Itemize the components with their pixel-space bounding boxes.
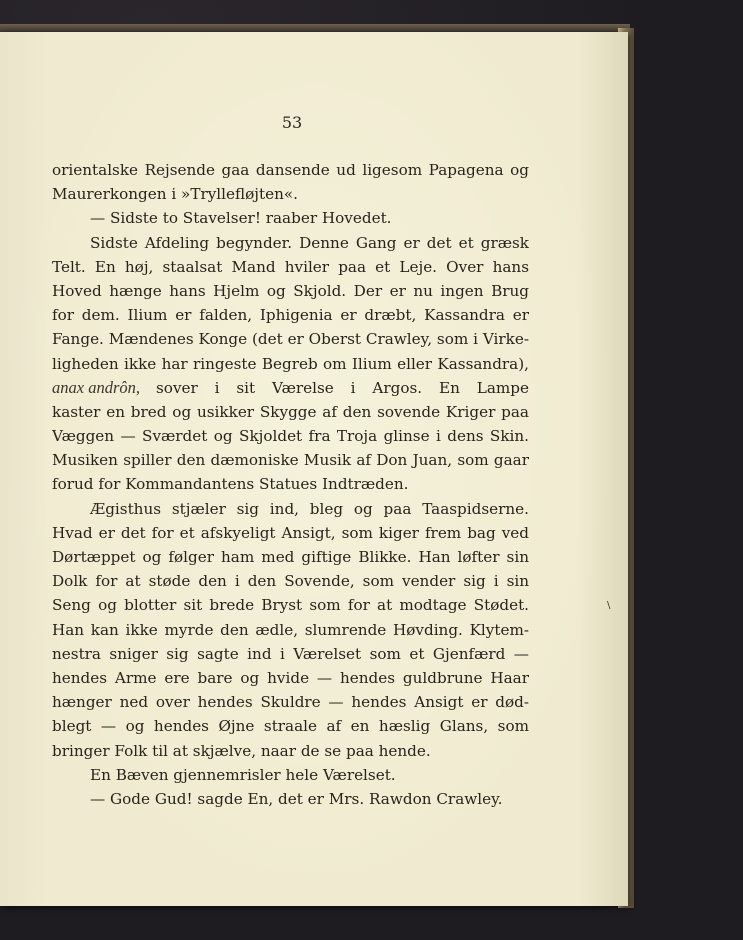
text-line: Han kan ikke myrde den ædle, slumrende Høvding. Klytem- [52, 620, 529, 639]
text-line: — Gode Gud! sagde En, det er Mrs. Rawdon Crawley. [90, 789, 503, 808]
text-line: Dørtæppet og følger ham med giftige Blikke. Han løfter sin [52, 548, 529, 566]
text-line-rest: sover i sit Værelse i Argos. En Lampe [156, 378, 529, 397]
text-line: blegt — og hendes Øjne straale af en hæslig Glans, som [52, 717, 529, 736]
text-line: nestra sniger sig sagte ind i Værelset som et Gjenfærd — [52, 644, 529, 663]
text-line: Seng og blotter sit brede Bryst som for at modtage Stødet. [52, 596, 529, 615]
italic-phrase: anax andrôn, [52, 377, 140, 397]
text-line: Hoved hænge hans Hjelm og Skjold. Der er nu ingen Brug [52, 281, 529, 300]
text-line-with-italic [52, 376, 529, 400]
text-line: Fange. Mændenes Konge (det er Oberst Crawley, som i Virke- [52, 330, 529, 349]
text-line: Sidste Afdeling begynder. Denne Gang er det et græsk [90, 233, 529, 252]
text-line: hænger ned over hendes Skuldre — hendes Ansigt er død- [52, 693, 529, 712]
text-line: hendes Arme ere bare og hvide — hendes guldbrune Haar [52, 668, 529, 687]
text-line: kaster en bred og usikker Skygge af den sovende Kriger paa [52, 402, 529, 421]
text-line: Maurerkongen i »Tryllefløjten«. [52, 185, 298, 204]
text-line: Hvad er det for et afskyeligt Ansigt, som kiger frem bag ved [52, 523, 529, 542]
page-text [52, 158, 529, 811]
page-number: 53 [281, 113, 303, 132]
text-line: forud for Kommandantens Statues Indtræden. [52, 475, 409, 494]
text-line: Musiken spiller den dæmoniske Musik af Don Juan, som gaar [52, 451, 529, 470]
text-line: — Sidste to Stavelser! raaber Hovedet. [90, 209, 392, 228]
text-line: for dem. Ilium er falden, Iphigenia er dræbt, Kassandra er [52, 306, 529, 325]
text-line: Ægisthus stjæler sig ind, bleg og paa Taaspidserne. [90, 499, 529, 518]
text-line: bringer Folk til at skjælve, naar de se paa hende. [52, 741, 431, 760]
text-line: Væggen — Sværdet og Skjoldet fra Troja glinse i dens Skin. [52, 427, 529, 446]
text-line: ligheden ikke har ringeste Begreb om Ilium eller Kassandra), [52, 354, 529, 373]
text-line: En Bæven gjennemrisler hele Værelset. [90, 765, 396, 784]
text-line: Dolk for at støde den i den Sovende, som vender sig i sin [52, 572, 529, 591]
text-line: orientalske Rejsende gaa dansende ud ligesom Papagena og [52, 161, 529, 179]
text-line: Telt. En høj, staalsat Mand hviler paa et Leje. Over hans [52, 257, 529, 276]
margin-mark: \ [607, 600, 611, 611]
